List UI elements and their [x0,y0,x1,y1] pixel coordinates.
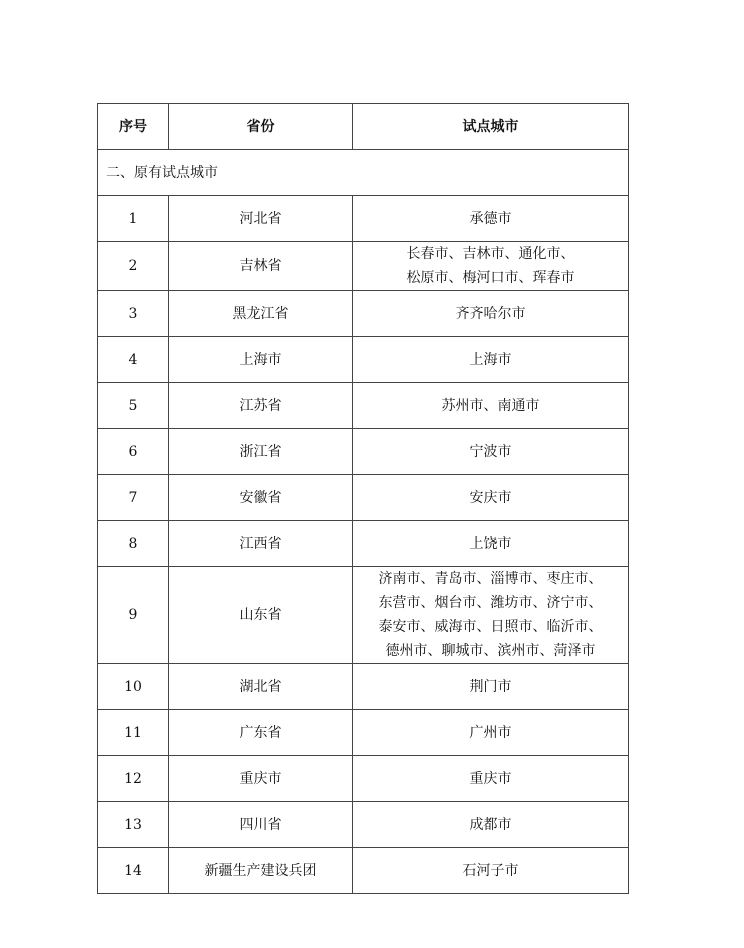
row-index: 8 [98,521,169,567]
row-index: 11 [98,710,169,756]
row-index: 12 [98,756,169,802]
row-province: 重庆市 [169,756,353,802]
city-line: 成都市 [469,816,512,833]
row-province: 山东省 [169,567,353,664]
row-cities [353,337,629,383]
row-province: 浙江省 [169,429,353,475]
city-line: 东营市、烟台市、潍坊市、济宁市、 [378,595,603,611]
city-line: 长春市、吉林市、通化市、 [406,246,575,262]
row-index: 9 [98,567,169,664]
cities-list [353,242,628,290]
cities-list [353,440,628,464]
table-row [98,567,629,664]
city-line: 松原市、梅河口市、珲春市 [406,270,575,286]
table-row [98,848,629,894]
table-row [98,291,629,337]
city-line: 宁波市 [469,443,512,460]
header-cities: 试点城市 [353,104,629,150]
city-line: 济南市、青岛市、淄博市、枣庄市、 [378,571,603,587]
header-index: 序号 [98,104,169,150]
row-province: 河北省 [169,196,353,242]
row-cities [353,802,629,848]
row-cities [353,291,629,337]
cities-list [353,721,628,745]
row-province: 黑龙江省 [169,291,353,337]
cities-list [353,813,628,837]
table-row [98,756,629,802]
city-line: 苏州市、南通市 [441,397,540,414]
city-line: 石河子市 [462,862,519,879]
city-line: 荆门市 [469,678,512,695]
row-index: 2 [98,242,169,291]
city-line: 重庆市 [469,770,512,787]
row-index: 1 [98,196,169,242]
row-cities [353,664,629,710]
cities-list [353,394,628,418]
row-cities [353,710,629,756]
table-row [98,383,629,429]
row-province: 江西省 [169,521,353,567]
table-row [98,710,629,756]
table-row [98,521,629,567]
row-province: 上海市 [169,337,353,383]
row-cities [353,475,629,521]
row-index: 6 [98,429,169,475]
row-cities [353,429,629,475]
city-line: 安庆市 [469,489,512,506]
table-row [98,802,629,848]
table-row [98,664,629,710]
row-cities [353,848,629,894]
table-row [98,475,629,521]
row-province: 湖北省 [169,664,353,710]
cities-list [353,207,628,231]
row-cities [353,521,629,567]
cities-list [353,675,628,699]
cities-list [353,348,628,372]
row-index: 4 [98,337,169,383]
city-line: 广州市 [469,724,512,741]
row-cities [353,242,629,291]
row-index: 7 [98,475,169,521]
row-province: 新疆生产建设兵团 [169,848,353,894]
city-line: 齐齐哈尔市 [455,305,526,322]
row-index: 3 [98,291,169,337]
row-index: 14 [98,848,169,894]
section-row [98,150,629,196]
table-row [98,337,629,383]
row-cities [353,383,629,429]
table-row [98,429,629,475]
cities-list [353,567,628,663]
pilot-cities-table [97,103,629,894]
cities-list [353,302,628,326]
row-index: 10 [98,664,169,710]
city-line: 泰安市、威海市、日照市、临沂市、 [378,619,603,635]
cities-list [353,486,628,510]
city-line: 德州市、聊城市、滨州市、菏泽市 [385,643,596,659]
table-row [98,196,629,242]
row-province: 安徽省 [169,475,353,521]
cities-list [353,532,628,556]
header-province: 省份 [169,104,353,150]
row-province: 广东省 [169,710,353,756]
table-row [98,242,629,291]
city-line: 上海市 [469,351,512,368]
row-province: 江苏省 [169,383,353,429]
row-index: 5 [98,383,169,429]
row-cities [353,196,629,242]
row-cities [353,567,629,664]
row-province: 四川省 [169,802,353,848]
cities-list [353,859,628,883]
section-title: 二、原有试点城市 [98,150,629,196]
cities-list [353,767,628,791]
row-cities [353,756,629,802]
row-province: 吉林省 [169,242,353,291]
table-header-row [98,104,629,150]
city-line: 上饶市 [469,535,512,552]
row-index: 13 [98,802,169,848]
city-line: 承德市 [469,210,512,227]
